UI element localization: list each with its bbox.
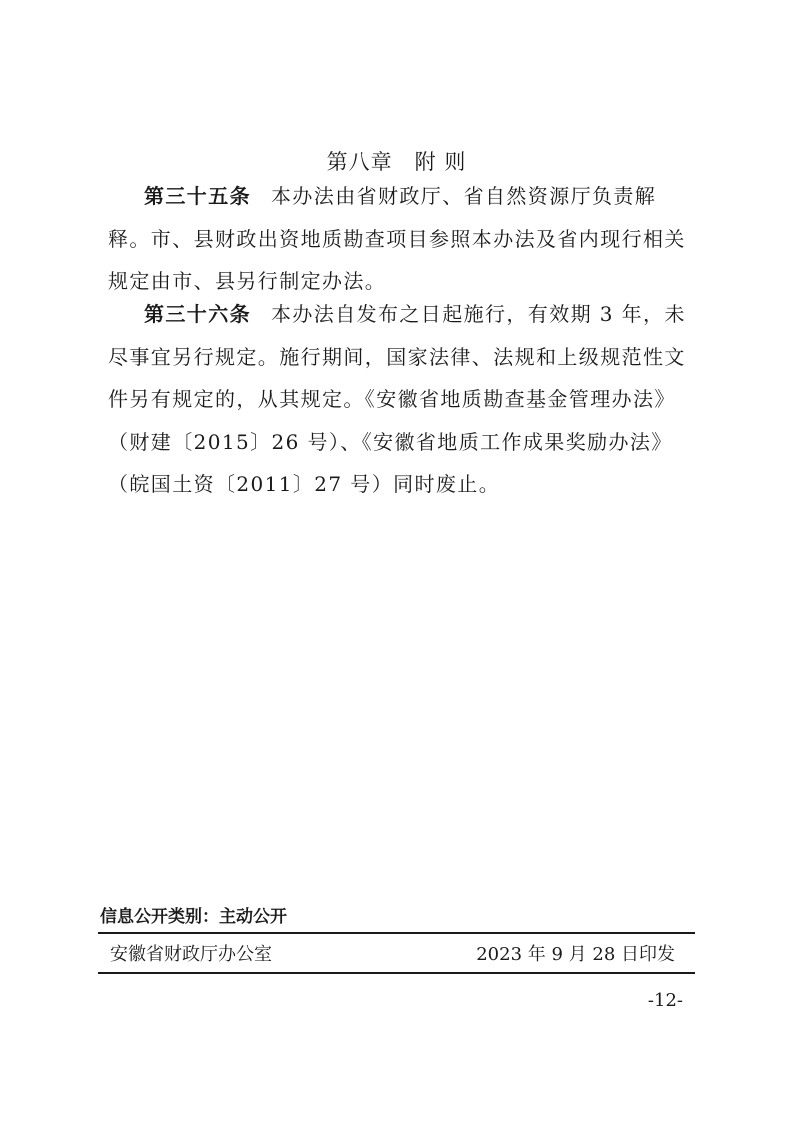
issuer: 安徽省财政厅办公室 — [110, 944, 272, 965]
disclosure-category: 信息公开类别：主动公开 — [100, 907, 287, 927]
chapter-label: 第八章 — [326, 150, 393, 174]
footer-rule-bottom — [98, 972, 695, 974]
article-number: 第三十五条 — [144, 184, 251, 208]
article-number: 第三十六条 — [144, 302, 251, 326]
footer-rule-top — [98, 932, 695, 934]
article-text: 本办法自发布之日起施行，有效期 3 年，未尽事宜另行规定。施行期间，国家法律、法规和上级规范性文件另有规定的，从其规定。《安徽省地质勘查基金管理办法》（财建〔2015〕26 号）、《安徽省地质工作成果奖励办法》（皖国土资〔2011〕27 号）同时废止。 — [108, 302, 686, 496]
article-paragraph — [108, 175, 688, 303]
chapter-title: 附 则 — [414, 150, 467, 174]
chapter-heading — [0, 146, 793, 176]
page-number: -12- — [647, 990, 683, 1011]
issue-date: 2023 年 9 月 28 日印发 — [476, 944, 675, 965]
article-paragraph — [108, 293, 688, 506]
article-text: 本办法由省财政厅、省自然资源厅负责解释。市、县财政出资地质勘查项目参照本办法及省内现行相关规定由市、县另行制定办法。 — [108, 184, 686, 293]
